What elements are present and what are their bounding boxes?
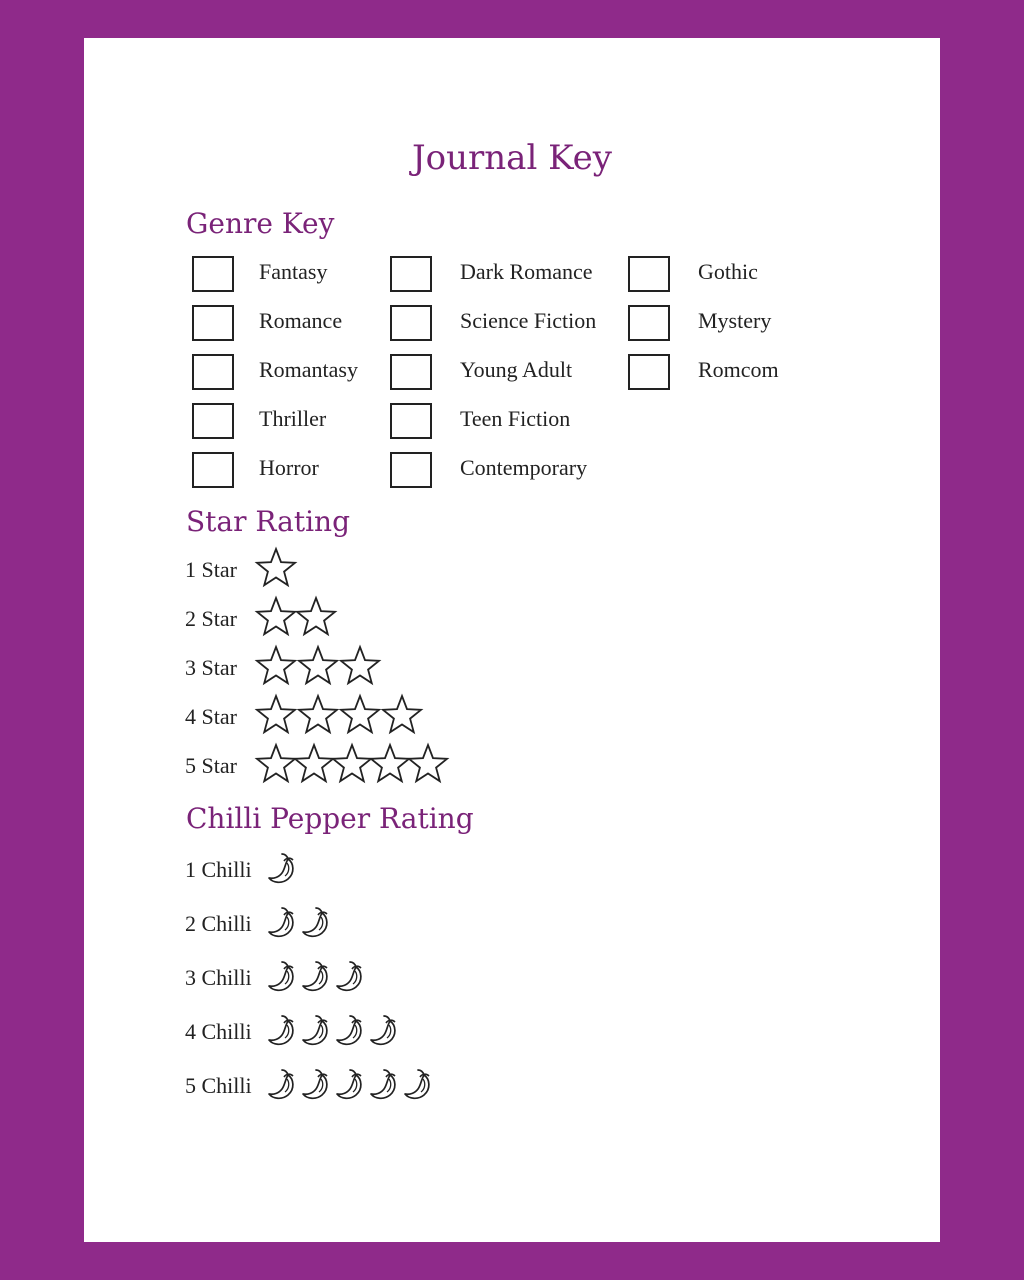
star-outline-icon xyxy=(254,644,298,688)
chilli-icon-row xyxy=(266,1068,434,1102)
genre-label: Teen Fiction xyxy=(460,406,571,431)
genre-key-heading: Genre Key xyxy=(186,207,335,240)
star-rating-label: 1 Star xyxy=(185,557,237,582)
genre-checkbox[interactable] xyxy=(192,452,234,488)
chilli-pepper-icon xyxy=(368,1068,400,1102)
genre-label: Gothic xyxy=(698,259,758,284)
chilli-pepper-icon xyxy=(368,1014,400,1048)
star-outline-icon xyxy=(380,693,424,737)
chilli-pepper-icon xyxy=(334,1068,366,1102)
chilli-pepper-icon xyxy=(266,852,298,886)
chilli-rating-heading: Chilli Pepper Rating xyxy=(186,802,474,835)
chilli-pepper-icon xyxy=(300,960,332,994)
chilli-pepper-icon xyxy=(300,1014,332,1048)
genre-checkbox[interactable] xyxy=(192,256,234,292)
genre-label: Mystery xyxy=(698,308,772,333)
journal-page xyxy=(84,38,940,1242)
genre-label: Romantasy xyxy=(259,357,358,382)
genre-label: Fantasy xyxy=(259,259,328,284)
genre-label: Romcom xyxy=(698,357,779,382)
chilli-pepper-icon xyxy=(334,1014,366,1048)
chilli-pepper-icon xyxy=(300,906,332,940)
star-rating-label: 4 Star xyxy=(185,704,237,729)
chilli-rating-label: 5 Chilli xyxy=(185,1073,252,1098)
genre-label: Dark Romance xyxy=(460,259,593,284)
chilli-pepper-icon xyxy=(334,960,366,994)
chilli-icon-row xyxy=(266,852,298,886)
chilli-pepper-icon xyxy=(266,1014,298,1048)
genre-label: Romance xyxy=(259,308,343,333)
genre-checkbox[interactable] xyxy=(192,305,234,341)
chilli-pepper-icon xyxy=(266,906,298,940)
genre-checkbox[interactable] xyxy=(192,403,234,439)
star-outline-icon xyxy=(338,693,382,737)
genre-checkbox[interactable] xyxy=(192,354,234,390)
star-rating-label: 2 Star xyxy=(185,606,237,631)
chilli-icon-row xyxy=(266,906,332,940)
genre-label: Science Fiction xyxy=(460,308,597,333)
star-icon-row xyxy=(254,693,424,737)
chilli-pepper-icon xyxy=(300,1068,332,1102)
chilli-pepper-icon xyxy=(266,1068,298,1102)
genre-label: Young Adult xyxy=(460,357,573,382)
genre-checkbox[interactable] xyxy=(390,305,432,341)
star-icon-row xyxy=(254,742,450,786)
star-rating-heading: Star Rating xyxy=(186,505,350,538)
star-outline-icon xyxy=(296,693,340,737)
star-outline-icon xyxy=(254,693,298,737)
star-rating-label: 5 Star xyxy=(185,753,237,778)
chilli-pepper-icon xyxy=(266,960,298,994)
star-icon-row xyxy=(254,644,382,688)
genre-checkbox[interactable] xyxy=(628,256,670,292)
genre-label: Thriller xyxy=(259,406,327,431)
genre-checkbox[interactable] xyxy=(390,354,432,390)
genre-checkbox[interactable] xyxy=(390,256,432,292)
page-title: Journal Key xyxy=(412,138,612,178)
star-outline-icon xyxy=(254,546,298,590)
genre-label: Horror xyxy=(259,455,319,480)
chilli-icon-row xyxy=(266,1014,400,1048)
star-rating-label: 3 Star xyxy=(185,655,237,680)
genre-checkbox[interactable] xyxy=(390,452,432,488)
chilli-rating-label: 4 Chilli xyxy=(185,1019,252,1044)
star-outline-icon xyxy=(338,644,382,688)
star-outline-icon xyxy=(294,595,338,639)
star-icon-row xyxy=(254,546,298,590)
genre-label: Contemporary xyxy=(460,455,588,480)
star-icon-row xyxy=(254,595,338,639)
star-outline-icon xyxy=(406,742,450,786)
genre-checkbox[interactable] xyxy=(390,403,432,439)
star-outline-icon xyxy=(296,644,340,688)
chilli-rating-label: 1 Chilli xyxy=(185,857,252,882)
genre-checkbox[interactable] xyxy=(628,305,670,341)
chilli-rating-label: 2 Chilli xyxy=(185,911,252,936)
chilli-pepper-icon xyxy=(402,1068,434,1102)
chilli-rating-label: 3 Chilli xyxy=(185,965,252,990)
chilli-icon-row xyxy=(266,960,366,994)
genre-checkbox[interactable] xyxy=(628,354,670,390)
star-outline-icon xyxy=(254,595,298,639)
